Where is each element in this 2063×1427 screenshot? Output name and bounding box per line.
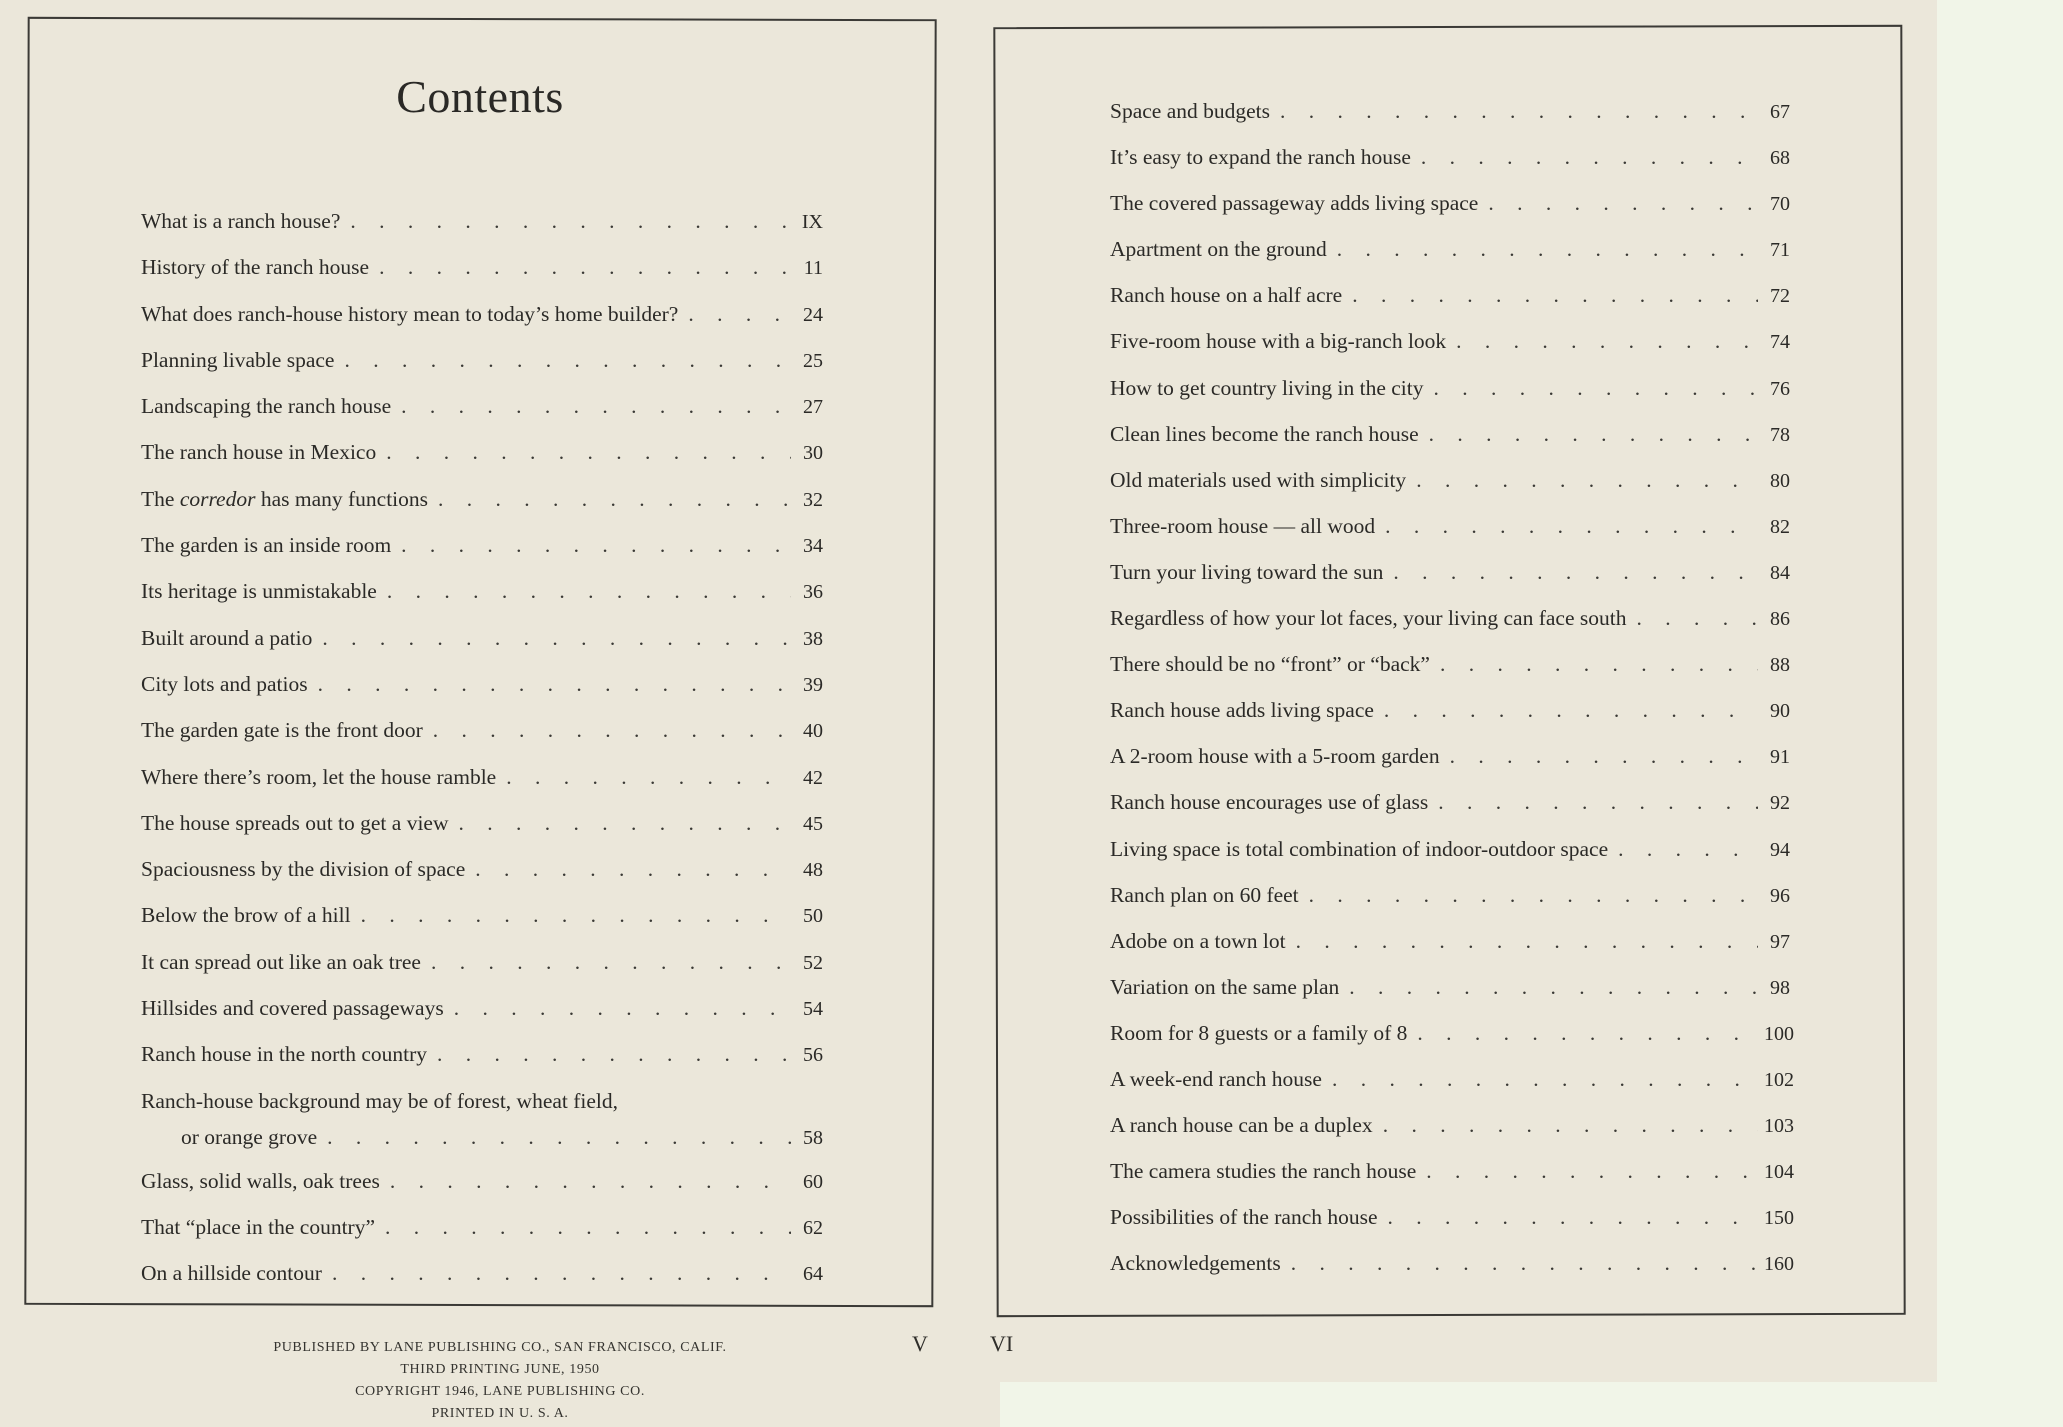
toc-entry-title: Possibilities of the ranch house [1110,1205,1378,1230]
toc-entry-page: 84 [1770,561,1790,584]
toc-entry-page: 72 [1770,285,1790,308]
toc-entry [1110,134,1790,180]
leader-dots [387,568,791,614]
toc-entry-page: 76 [1770,377,1790,400]
toc-entry-title: The garden is an inside room [141,533,392,558]
toc-entry-title: Ranch house adds living space [1110,698,1374,723]
toc-entry-page: 88 [1770,654,1790,677]
toc-entry [1110,641,1790,687]
leader-dots [322,615,791,661]
toc-entry-title: History of the ranch house [141,255,370,280]
toc-entry-page: 80 [1770,469,1790,492]
toc-entry-page: 98 [1770,976,1790,999]
toc-entry [141,846,823,892]
toc-entry-page: 70 [1770,193,1790,216]
toc-entry-page: 27 [803,396,823,419]
leader-dots [1291,1240,1758,1286]
toc-entry-title: The covered passageway adds living space [1110,191,1479,216]
toc-entry-title: The camera studies the ranch house [1110,1159,1417,1184]
leader-dots [437,1031,791,1077]
leader-dots [390,1158,791,1204]
toc-entry [1110,272,1790,318]
toc-entry-title: What is a ranch house? [141,209,341,233]
toc-entry [1110,1240,1794,1286]
toc-entry-page: 32 [803,488,823,511]
toc-entry-page: 90 [1770,700,1790,723]
background-margin [1000,1382,1937,1427]
toc-entry-title: On a hillside contour [141,1261,322,1286]
toc-entry-page: 30 [803,442,823,465]
leader-dots [1618,826,1758,872]
leader-dots [1383,1102,1758,1148]
toc-entry-page: 64 [803,1263,823,1286]
toc-entry-page: 54 [803,998,823,1021]
leader-dots [1388,1194,1758,1240]
toc-entry [1110,826,1790,872]
toc-entry [141,1031,823,1077]
toc-entry [1110,88,1790,134]
leader-dots [454,985,791,1031]
toc-entry [141,661,823,707]
toc-entry-title: Where there’s room, let the house ramble [141,764,497,789]
toc-entry-title: There should be no “front” or “back” [1110,652,1430,677]
toc-entry [1110,318,1790,364]
toc-entry-page: 104 [1764,1161,1794,1184]
toc-entry-page: 94 [1770,838,1790,861]
toc-entry-title: A week-end ranch house [1110,1066,1322,1091]
leader-dots [401,522,791,568]
toc-entry [1110,595,1790,641]
toc-entry-title: What does ranch-house history mean to today’s home builder? [141,301,679,326]
toc-entry [1110,1194,1794,1240]
toc-entry-title: A 2-room house with a 5-room garden [1110,744,1440,769]
toc-entry-title: Three-room house — all wood [1110,513,1376,538]
toc-entry-title-continued: or orange grove [181,1124,318,1149]
toc-entry-page: 96 [1770,884,1790,907]
leader-dots [379,244,791,290]
toc-entry-page: 103 [1764,1115,1794,1138]
toc-entry-page: 56 [803,1044,823,1067]
toc-entry [1110,964,1790,1010]
leader-dots [475,846,791,892]
leader-dots [1280,88,1758,134]
toc-entry-title: That “place in the country” [141,1214,376,1239]
toc-entry-title: Room for 8 guests or a family of 8 [1110,1020,1408,1045]
toc-entry-title: Turn your living toward the sun [1110,559,1384,584]
leader-dots [1440,641,1758,687]
leader-dots [1332,1056,1758,1102]
toc-entry-page: 150 [1764,1207,1794,1230]
toc-entry [141,429,823,475]
toc-entry-title: Living space is total combination of indoor-outdoor space [1110,836,1609,861]
toc-entry-title: Adobe on a town lot [1110,928,1286,953]
toc-entry-title: A ranch house can be a duplex [1110,1113,1373,1138]
page-title: Contents [396,71,564,122]
toc-entry [1110,457,1790,503]
toc-entry [1110,1148,1794,1194]
contents-list-left [141,198,823,1297]
toc-entry-title: The house spreads out to get a view [141,810,449,835]
toc-entry [141,244,823,290]
leader-dots [350,198,791,244]
toc-entry-page: 68 [1770,147,1790,170]
toc-entry-title: Its heritage is unmistakable [141,579,377,604]
toc-entry-page: 25 [803,349,823,372]
toc-entry-title: Regardless of how your lot faces, your living can face south [1110,606,1627,631]
toc-entry-title: City lots and patios [141,671,308,696]
toc-entry [141,1250,823,1296]
toc-entry [1110,365,1790,411]
toc-entry-page: 48 [803,859,823,882]
toc-entry-title: Ranch house encourages use of glass [1110,790,1429,815]
leader-dots [1309,872,1758,918]
leader-dots [1337,226,1758,272]
toc-entry-title: The garden gate is the front door [141,718,423,743]
toc-entry-page: 40 [803,720,823,743]
leader-dots [1450,733,1758,779]
leader-dots [1426,1148,1758,1194]
toc-entry [1110,779,1790,825]
leader-dots [1393,549,1758,595]
toc-entry-title: Spaciousness by the division of space [141,857,466,882]
toc-entry-page: 100 [1764,1022,1794,1045]
toc-entry-title: Ranch plan on 60 feet [1110,882,1299,907]
toc-entry-page: 92 [1770,792,1790,815]
toc-entry-title: Acknowledgements [1110,1251,1281,1276]
toc-entry [141,291,823,337]
leader-dots [386,429,791,475]
toc-entry [1110,549,1790,595]
toc-entry [1110,1102,1794,1148]
leader-dots [1417,1010,1758,1056]
toc-entry [1110,180,1790,226]
toc-entry-title: Five-room house with a big-ranch look [1110,329,1447,354]
toc-entry-page: 102 [1764,1068,1794,1091]
leader-dots [1421,134,1758,180]
toc-entry-page: 160 [1764,1253,1794,1276]
leader-dots [327,1116,791,1158]
toc-entry [141,198,823,244]
toc-entry-title: Landscaping the ranch house [141,394,392,419]
toc-entry-title: Ranch house on a half acre [1110,283,1343,308]
leader-dots [1385,503,1758,549]
toc-entry-title: Variation on the same plan [1110,974,1340,999]
leader-dots [332,1250,791,1296]
toc-entry [141,1158,823,1204]
leader-dots [361,892,791,938]
toc-entry-title: How to get country living in the city [1110,375,1424,400]
toc-entry-title: Hillsides and covered passageways [141,996,444,1021]
toc-entry [1110,411,1790,457]
toc-entry-page: 39 [803,673,823,696]
leader-dots [1349,964,1758,1010]
leader-dots [506,754,791,800]
leader-dots [1488,180,1758,226]
leader-dots [318,661,791,707]
toc-entry-page: 74 [1770,331,1790,354]
leader-dots [431,939,791,985]
toc-entry-title: Built around a patio [141,625,313,650]
toc-entry-page: 34 [803,535,823,558]
toc-entry [141,615,823,661]
toc-entry [141,892,823,938]
toc-entry-title: The corredor has many functions [141,486,429,511]
toc-entry-title: Glass, solid walls, oak trees [141,1168,380,1193]
toc-entry-page: 36 [803,581,823,604]
imprint-line: THIRD PRINTING JUNE, 1950 [400,1362,600,1377]
toc-entry-title: Apartment on the ground [1110,237,1327,262]
toc-entry-title: Planning livable space [141,347,335,372]
toc-entry-page: 50 [803,905,823,928]
toc-entry-page: 62 [803,1216,823,1239]
toc-entry-title: The ranch house in Mexico [141,440,377,465]
leader-dots [1296,918,1758,964]
toc-entry-page: 42 [803,766,823,789]
toc-entry-page: 91 [1770,746,1790,769]
toc-entry-title: Old materials used with simplicity [1110,467,1407,492]
imprint-line: COPYRIGHT 1946, LANE PUBLISHING CO. [355,1384,645,1399]
toc-entry-page: 52 [803,951,823,974]
toc-entry [141,939,823,985]
leader-dots [688,291,791,337]
leader-dots [1438,779,1758,825]
toc-entry-page: 45 [803,812,823,835]
leader-dots [459,800,792,846]
toc-entry-page: 97 [1770,930,1790,953]
toc-entry-page: IX [801,211,823,233]
toc-entry-page: 71 [1770,239,1790,262]
toc-entry [1110,687,1790,733]
toc-entry [1110,1056,1794,1102]
leader-dots [401,383,791,429]
toc-entry-page: 78 [1770,423,1790,446]
page-number-right: VI [990,1331,1014,1356]
toc-entry [1110,1010,1794,1056]
toc-entry [141,522,823,568]
toc-entry [141,568,823,614]
toc-entry-page: 11 [803,257,823,280]
toc-entry [141,800,823,846]
contents-list-right [1110,88,1794,1286]
toc-entry-title: Clean lines become the ranch house [1110,421,1419,446]
toc-entry [141,383,823,429]
leader-dots [438,476,791,522]
leader-dots [1456,318,1758,364]
toc-entry [141,754,823,800]
leader-dots [1434,365,1759,411]
leader-dots [1636,595,1758,641]
leader-dots [1352,272,1758,318]
toc-entry-title: Below the brow of a hill [141,903,351,928]
leader-dots [1384,687,1758,733]
toc-entry [1110,733,1790,779]
toc-entry [1110,872,1790,918]
toc-entry [141,707,823,753]
leader-dots [344,337,791,383]
toc-entry-title: It can spread out like an oak tree [141,949,421,974]
leader-dots [433,707,791,753]
toc-entry-title: It’s easy to expand the ranch house [1110,145,1411,170]
page-number-left: V [912,1331,928,1356]
leader-dots [385,1204,791,1250]
toc-entry [141,1078,823,1158]
toc-entry-page: 58 [803,1126,823,1149]
leader-dots [1416,457,1758,503]
toc-entry [141,1204,823,1250]
imprint [220,1337,780,1425]
toc-entry-page: 24 [803,303,823,326]
leader-dots [1429,411,1758,457]
toc-entry [1110,918,1790,964]
toc-entry [141,337,823,383]
toc-entry-page: 67 [1770,101,1790,123]
toc-entry-title: Ranch-house background may be of forest, wheat field, [141,1088,619,1113]
toc-entry [1110,503,1790,549]
imprint-line: PUBLISHED BY LANE PUBLISHING CO., SAN FRANCISCO, CALIF. [273,1340,727,1355]
toc-entry [141,985,823,1031]
toc-entry-title: Space and budgets [1110,99,1271,123]
toc-entry-page: 86 [1770,608,1790,631]
imprint-line: PRINTED IN U. S. A. [431,1406,569,1421]
toc-entry-page: 60 [803,1170,823,1193]
toc-entry-page: 82 [1770,515,1790,538]
toc-entry [141,476,823,522]
toc-entry [1110,226,1790,272]
toc-entry-page: 38 [803,627,823,650]
toc-entry-title: Ranch house in the north country [141,1042,428,1067]
